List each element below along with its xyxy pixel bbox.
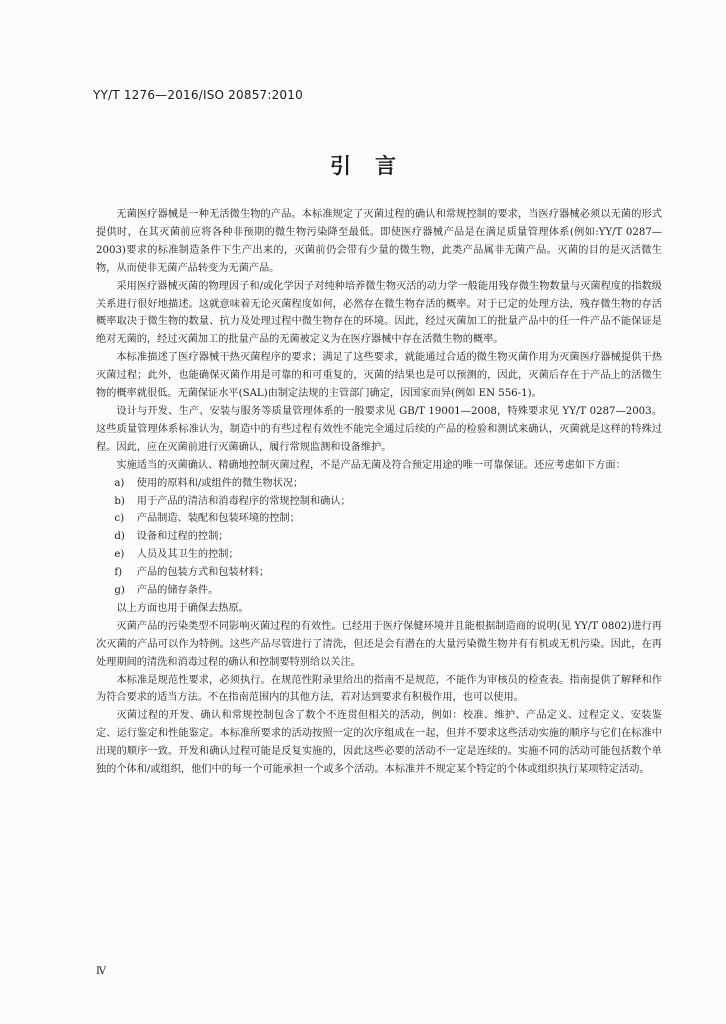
- paragraph: 灭菌过程的开发、确认和常规控制包含了数个不连贯但相关的活动，例如：校准、维护、产品定义、过程定义、安装鉴定、运行鉴定和性能鉴定。本标准所要求的活动按照一定的次序组成在一起，但并不要求这些活动实施的顺序与它们在标准中出现的顺序一致。开发和确认过程可能是反复实施的，因此这些必要的活动不一定是连续的。实施不同的活动可能包括数个单独的个体和/或组织，他们中的每一个可能承担一个或多个活动。本标准并不规定某个特定的个体或组织执行某项特定活动。: [96, 710, 662, 776]
- list-marker: a): [114, 477, 125, 489]
- paragraph: 以上方面也用于确保去热原。: [116, 602, 249, 614]
- list-item-text: 产品的储存条件。: [136, 585, 219, 597]
- paragraph: 灭菌产品的污染类型不同影响灭菌过程的有效性。已经用于医疗保健环境并且能根据制造商的说明(见 YY/T 0802)进行再次灭菌的产品可以作为特例。这些产品尽管进行了清洗，但还是会有潜在的大量污染微生物并有有机或无机污染。因此，在再处理期间的清洗和消毒过程的确认和控制要特别给以关注。: [96, 620, 662, 668]
- list-item: [96, 528, 662, 546]
- list-item-text: 人员及其卫生的控制；: [136, 549, 239, 561]
- list-marker: b): [114, 495, 125, 507]
- page-number: Ⅳ: [96, 966, 106, 977]
- list-marker: f): [114, 567, 123, 579]
- paragraph: 无菌医疗器械是一种无活微生物的产品。本标准规定了灭菌过程的确认和常规控制的要求，当医疗器械必须以无菌的形式提供时，在其灭菌前应将各种非预期的微生物污染降至最低。即使医疗器械产品是在满足质量管理体系(例如:YY/T 0287—2003)要求的标准制造条件下生产出来的，灭菌前仍会带有少量的微生物，此类产品属非无菌产品。灭菌的目的是灭活微生物，从而使非无菌产品转变为无菌产品。: [96, 209, 662, 274]
- paragraph: 本标准描述了医疗器械干热灭菌程序的要求；满足了这些要求，就能通过合适的微生物灭菌作用为灭菌医疗器械提供干热灭菌过程；此外，也能确保灭菌作用是可靠的和可重复的，灭菌的结果也是可以预测的，因此，灭菌后存在于产品上的活微生物的概率就很低。无菌保证水平(SAL)由制定法规的主管部门确定，因国家而异(例如 EN 556-1)。: [96, 352, 662, 400]
- body-text: [96, 206, 662, 779]
- list-marker: d): [114, 531, 125, 543]
- list-item-text: 使用的原料和/或组件的微生物状况；: [136, 477, 304, 489]
- paragraph: 本标准是规范性要求，必须执行。在规范性附录里给出的指南不是规范，不能作为审核员的检查表。指南提供了解释和作为符合要求的适当方法。不在指南范围内的其他方法，若对达到要求有积极作用，也可以使用。: [96, 674, 662, 704]
- list-item: [96, 493, 662, 511]
- page-title: 引言: [330, 153, 420, 178]
- list-item-text: 产品制造、装配和包装环境的控制；: [136, 513, 300, 525]
- list-item: [96, 475, 662, 493]
- list-marker: e): [114, 549, 125, 561]
- paragraph: 设计与开发、生产、安装与服务等质量管理体系的一般要求见 GB/T 19001—2008，特殊要求见 YY/T 0287—2003。这些质量管理体系标准认为，制造中的有些过程有效性不能完全通过后续的产品的检验和测试来确认，灭菌就是这样的特殊过程。因此，应在灭菌前进行灭菌确认，履行常规监测和设备维护。: [96, 405, 662, 453]
- list-item: [96, 510, 662, 528]
- list-item-text: 用于产品的清洁和消毒程序的常规控制和确认；: [136, 495, 351, 507]
- list-item: [96, 582, 662, 600]
- list-marker: g): [114, 585, 125, 597]
- list-item: [96, 546, 662, 564]
- standard-header: YY/T 1276—2016/ISO 20857:2010: [93, 88, 303, 102]
- list-item-text: 产品的包装方式和包装材料；: [136, 567, 270, 579]
- paragraph: 实施适当的灭菌确认、精确地控制灭菌过程，不是产品无菌及符合预定用途的唯一可靠保证。还应考虑如下方面：: [116, 459, 626, 471]
- paragraph: 采用医疗器械灭菌的物理因子和/或化学因子对纯种培养微生物灭活的动力学一般能用残存微生物数量与灭菌程度的指数级关系进行很好地描述。这就意味着无论灭菌程度如何，必然存在微生物存活的概率。对于已定的处理方法，残存微生物的存活概率取决于微生物的数量、抗力及处理过程中微生物存在的环境。因此，经过灭菌加工的批量产品中的任一件产品不能保证是绝对无菌的，经过灭菌加工的批量产品的无菌被定义为在医疗器械中存在活微生物的概率。: [96, 280, 662, 346]
- list-marker: c): [114, 513, 125, 525]
- list-item-text: 设备和过程的控制；: [136, 531, 229, 543]
- list-item: [96, 564, 662, 582]
